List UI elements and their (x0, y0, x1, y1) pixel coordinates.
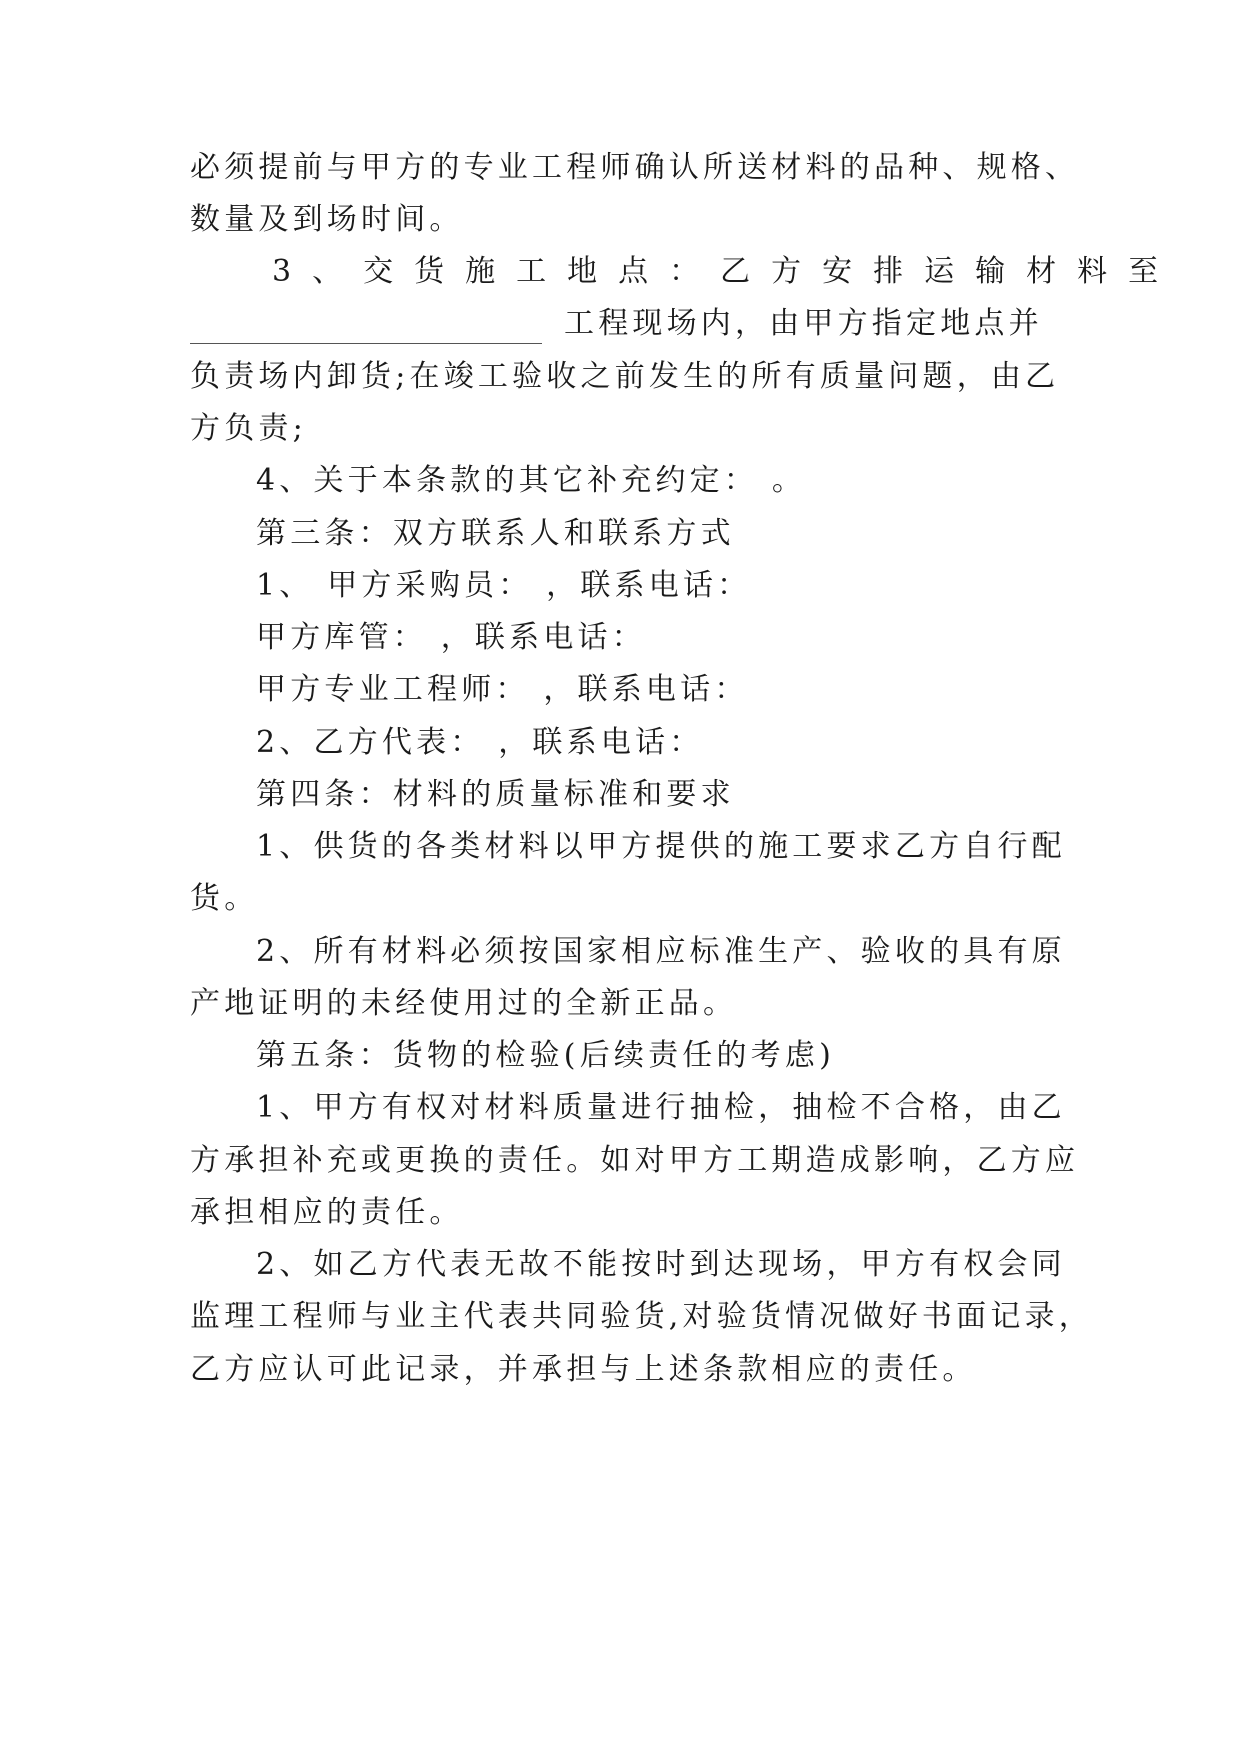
text-line: 方负责; (190, 411, 307, 446)
fill-in-blank (190, 317, 542, 344)
text-line: 2、所有材料必须按国家相应标准生产、验收的具有原 (256, 934, 1066, 969)
text-segment: 工程现场内，由甲方指定地点并 (564, 306, 1043, 341)
text-line: 乙方应认可此记录，并承担与上述条款相应的责任。 (190, 1352, 977, 1387)
text-line: 负责场内卸货;在竣工验收之前发生的所有质量问题，由乙 (190, 359, 1060, 394)
text-line: 产地证明的未经使用过的全新正品。 (190, 986, 738, 1021)
text-line: 监理工程师与业主代表共同验货,对验货情况做好书面记录， (190, 1299, 1093, 1334)
text-line: 1、 甲方采购员： ，联系电话： (256, 568, 752, 603)
text-line: 2、如乙方代表无故不能按时到达现场，甲方有权会同 (256, 1247, 1066, 1282)
text-line: 甲方库管： ，联系电话： (256, 620, 646, 655)
text-line-with-blank (190, 304, 1043, 344)
text-line: 货。 (190, 881, 259, 916)
text-line: 数量及到场时间。 (190, 202, 464, 237)
section-heading: 第四条：材料的质量标准和要求 (256, 777, 735, 812)
text-line: 1、甲方有权对材料质量进行抽检，抽检不合格，由乙 (256, 1090, 1066, 1125)
text-line: 甲方专业工程师： ，联系电话： (256, 672, 749, 707)
text-line: 3、交货施工地点：乙方安排运输材料至 (272, 254, 1180, 289)
section-heading: 第三条：双方联系人和联系方式 (256, 516, 735, 551)
text-line: 1、供货的各类材料以甲方提供的施工要求乙方自行配 (256, 829, 1066, 864)
text-line: 2、乙方代表： ，联系电话： (256, 725, 704, 760)
text-line: 必须提前与甲方的专业工程师确认所送材料的品种、规格、 (190, 150, 1080, 185)
text-line: 方承担补充或更换的责任。如对甲方工期造成影响，乙方应 (190, 1143, 1080, 1178)
text-line: 承担相应的责任。 (190, 1195, 464, 1230)
text-line: 4、关于本条款的其它补充约定： 。 (256, 463, 807, 498)
section-heading: 第五条：货物的检验(后续责任的考虑) (256, 1038, 836, 1073)
